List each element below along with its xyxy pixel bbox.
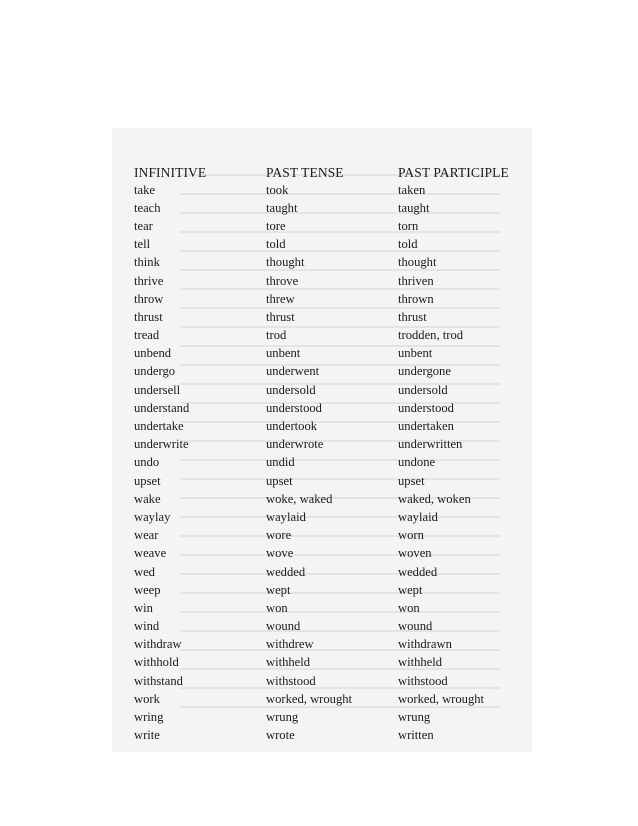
cell-past-tense: told [266, 237, 286, 252]
cell-past-tense: withdrew [266, 637, 314, 652]
table-row [134, 545, 524, 563]
table-row [134, 217, 524, 235]
cell-infinitive: write [134, 728, 160, 743]
cell-infinitive: understand [134, 400, 190, 415]
cell-past-participle: undergone [398, 364, 451, 379]
cell-past-tense: understood [266, 400, 322, 415]
cell-infinitive: wed [134, 564, 155, 579]
table-row [134, 345, 524, 363]
cell-past-participle: understood [398, 400, 454, 415]
cell-infinitive: tear [134, 218, 153, 233]
cell-infinitive: withstand [134, 673, 183, 688]
cell-past-participle: written [398, 728, 434, 743]
table-row [134, 581, 524, 599]
cell-past-participle: torn [398, 218, 419, 233]
table-row [134, 236, 524, 254]
cell-past-tense: wept [266, 582, 291, 597]
cell-infinitive: underwrite [134, 437, 189, 452]
cell-past-participle: thought [398, 255, 437, 270]
table-row [134, 508, 524, 526]
cell-past-tense: thrust [266, 309, 295, 324]
table-body [134, 181, 524, 745]
irregular-verbs-table [134, 157, 524, 745]
cell-past-tense: undersold [266, 382, 316, 397]
cell-infinitive: take [134, 182, 155, 197]
cell-past-tense: thought [266, 255, 305, 270]
cell-past-tense: undid [266, 455, 295, 470]
cell-past-participle: wound [398, 619, 433, 634]
cell-past-tense: undertook [266, 419, 318, 434]
table-row [134, 454, 524, 472]
cell-infinitive: wind [134, 619, 160, 634]
cell-past-participle: undersold [398, 382, 448, 397]
cell-past-tense: throve [266, 273, 299, 288]
cell-past-tense: withheld [266, 655, 311, 670]
cell-infinitive: work [134, 691, 160, 706]
cell-infinitive: undo [134, 455, 160, 470]
table-row [134, 181, 524, 199]
header-past-tense: PAST TENSE [266, 165, 344, 180]
cell-infinitive: wring [134, 710, 164, 725]
table-row [134, 654, 524, 672]
cell-past-participle: unbent [398, 346, 433, 361]
cell-past-tense: woke, waked [266, 491, 333, 506]
cell-infinitive: throw [134, 291, 164, 306]
cell-past-participle: taught [398, 200, 430, 215]
cell-infinitive: weave [134, 546, 167, 561]
cell-infinitive: undersell [134, 382, 181, 397]
cell-past-participle: taken [398, 182, 426, 197]
cell-past-tense: took [266, 182, 289, 197]
cell-past-tense: wore [266, 528, 292, 543]
cell-past-tense: wrote [266, 728, 295, 743]
cell-past-participle: waked, woken [398, 491, 471, 506]
cell-past-tense: threw [266, 291, 295, 306]
cell-infinitive: tread [134, 328, 160, 343]
table-row [134, 327, 524, 345]
table-row [134, 636, 524, 654]
table-row [134, 599, 524, 617]
cell-past-participle: wrung [398, 710, 431, 725]
table-row [134, 290, 524, 308]
cell-past-participle: worn [398, 528, 424, 543]
table-row [134, 399, 524, 417]
table-row [134, 381, 524, 399]
cell-past-tense: taught [266, 200, 298, 215]
cell-past-tense: wrung [266, 710, 299, 725]
cell-infinitive: undertake [134, 419, 184, 434]
cell-past-participle: undertaken [398, 419, 454, 434]
cell-past-participle: thriven [398, 273, 434, 288]
cell-past-tense: wound [266, 619, 301, 634]
cell-past-participle: woven [398, 546, 432, 561]
cell-past-tense: tore [266, 218, 286, 233]
cell-past-tense: underwent [266, 364, 320, 379]
cell-infinitive: withhold [134, 655, 179, 670]
cell-past-tense: upset [266, 473, 293, 488]
cell-infinitive: unbend [134, 346, 172, 361]
cell-infinitive: withdraw [134, 637, 182, 652]
cell-past-tense: wove [266, 546, 294, 561]
cell-past-participle: told [398, 237, 418, 252]
cell-infinitive: thrust [134, 309, 163, 324]
table-row [134, 727, 524, 745]
cell-past-tense: underwrote [266, 437, 324, 452]
cell-past-tense: wedded [266, 564, 306, 579]
cell-infinitive: teach [134, 200, 161, 215]
table-row [134, 417, 524, 435]
cell-past-participle: wept [398, 582, 423, 597]
table-row [134, 254, 524, 272]
cell-past-tense: trod [266, 328, 287, 343]
cell-past-participle: thrust [398, 309, 427, 324]
cell-past-participle: wedded [398, 564, 438, 579]
table-row [134, 527, 524, 545]
cell-past-participle: thrown [398, 291, 434, 306]
cell-past-participle: withdrawn [398, 637, 452, 652]
table-row [134, 618, 524, 636]
table-row [134, 272, 524, 290]
cell-infinitive: weep [134, 582, 161, 597]
cell-past-tense: waylaid [266, 509, 306, 524]
table-header-row [134, 157, 524, 181]
cell-past-participle: worked, wrought [398, 691, 485, 706]
cell-past-participle: waylaid [398, 509, 438, 524]
cell-infinitive: think [134, 255, 160, 270]
cell-infinitive: wake [134, 491, 161, 506]
cell-infinitive: undergo [134, 364, 176, 379]
cell-past-participle: upset [398, 473, 425, 488]
cell-past-tense: worked, wrought [266, 691, 353, 706]
cell-past-participle: withstood [398, 673, 448, 688]
table-row [134, 708, 524, 726]
cell-infinitive: waylay [134, 509, 171, 524]
table-row [134, 363, 524, 381]
table-row [134, 672, 524, 690]
table-row [134, 690, 524, 708]
table-row [134, 563, 524, 581]
cell-past-tense: withstood [266, 673, 316, 688]
header-infinitive: INFINITIVE [134, 165, 207, 180]
cell-past-participle: trodden, trod [398, 328, 464, 343]
cell-past-tense: unbent [266, 346, 301, 361]
cell-past-participle: won [398, 600, 420, 615]
cell-infinitive: wear [134, 528, 159, 543]
table-row [134, 199, 524, 217]
cell-infinitive: tell [134, 237, 151, 252]
cell-past-participle: withheld [398, 655, 443, 670]
table-row [134, 490, 524, 508]
header-past-participle: PAST PARTICIPLE [398, 165, 509, 180]
cell-infinitive: upset [134, 473, 161, 488]
cell-past-tense: won [266, 600, 288, 615]
cell-past-participle: underwritten [398, 437, 463, 452]
cell-infinitive: win [134, 600, 153, 615]
cell-infinitive: thrive [134, 273, 164, 288]
cell-past-participle: undone [398, 455, 436, 470]
table-row [134, 472, 524, 490]
table-row [134, 308, 524, 326]
table-row [134, 436, 524, 454]
